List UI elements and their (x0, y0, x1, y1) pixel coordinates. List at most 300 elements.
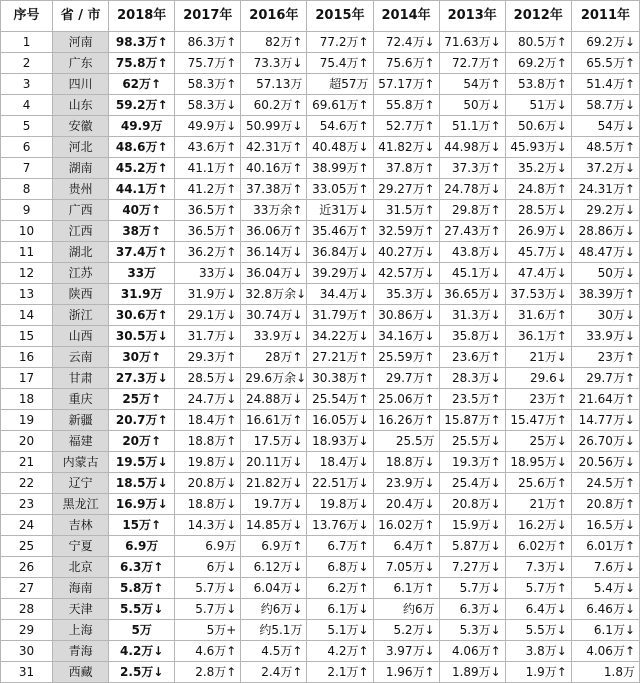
value-2015-cell: 31.79万↑ (307, 305, 373, 326)
value-2013-cell: 45.1万↓ (439, 263, 505, 284)
value-2012-cell: 21万↑ (505, 494, 571, 515)
row-index-cell: 4 (1, 95, 53, 116)
value-2011-cell: 16.5万↓ (571, 515, 639, 536)
value-2016-cell: 约6万↓ (241, 599, 307, 620)
value-2015-cell: 6.1万↓ (307, 599, 373, 620)
table-row (1, 158, 640, 179)
table-row (1, 179, 640, 200)
value-2012-cell: 21万↓ (505, 347, 571, 368)
row-index-cell: 15 (1, 326, 53, 347)
value-2017-cell: 19.8万↓ (175, 452, 241, 473)
value-2016-cell: 36.14万↓ (241, 242, 307, 263)
province-cell: 海南 (53, 578, 109, 599)
row-index-cell: 10 (1, 221, 53, 242)
value-2013-cell: 5.3万↓ (439, 620, 505, 641)
value-2016-cell: 82万↑ (241, 32, 307, 53)
row-index-cell: 17 (1, 368, 53, 389)
value-2011-cell: 23万↑ (571, 347, 639, 368)
value-2018-cell: 5.5万↓ (109, 599, 175, 620)
value-2016-cell: 50.99万↓ (241, 116, 307, 137)
value-2011-cell: 48.5万↑ (571, 137, 639, 158)
table-row (1, 137, 640, 158)
province-cell: 重庆 (53, 389, 109, 410)
value-2013-cell: 28.3万↓ (439, 368, 505, 389)
value-2016-cell: 19.7万↓ (241, 494, 307, 515)
value-2015-cell: 75.4万↑ (307, 53, 373, 74)
value-2016-cell: 73.3万↓ (241, 53, 307, 74)
province-cell: 上海 (53, 620, 109, 641)
value-2016-cell: 30.74万↓ (241, 305, 307, 326)
value-2018-cell: 30万↑ (109, 347, 175, 368)
value-2018-cell: 44.1万↑ (109, 179, 175, 200)
value-2016-cell: 2.4万↑ (241, 662, 307, 683)
value-2015-cell: 16.05万↓ (307, 410, 373, 431)
value-2016-cell: 33.9万↓ (241, 326, 307, 347)
value-2018-cell: 38万↑ (109, 221, 175, 242)
value-2018-cell: 20万↑ (109, 431, 175, 452)
value-2016-cell: 4.5万↑ (241, 641, 307, 662)
value-2017-cell: 33万↓ (175, 263, 241, 284)
value-2014-cell: 6.1万↑ (373, 578, 439, 599)
value-2016-cell: 20.11万↓ (241, 452, 307, 473)
value-2013-cell: 71.63万↓ (439, 32, 505, 53)
value-2012-cell: 1.9万↑ (505, 662, 571, 683)
value-2017-cell: 43.6万↑ (175, 137, 241, 158)
value-2017-cell: 14.3万↓ (175, 515, 241, 536)
value-2016-cell: 42.31万↑ (241, 137, 307, 158)
row-index-cell: 21 (1, 452, 53, 473)
value-2018-cell: 48.6万↑ (109, 137, 175, 158)
row-index-cell: 9 (1, 200, 53, 221)
value-2011-cell: 69.2万↓ (571, 32, 639, 53)
value-2012-cell: 36.1万↑ (505, 326, 571, 347)
row-index-cell: 26 (1, 557, 53, 578)
value-2018-cell: 5万 (109, 620, 175, 641)
value-2016-cell: 6.9万↑ (241, 536, 307, 557)
value-2011-cell: 30万↓ (571, 305, 639, 326)
value-2015-cell: 33.05万↑ (307, 179, 373, 200)
value-2018-cell: 15万↑ (109, 515, 175, 536)
value-2012-cell: 51万↓ (505, 95, 571, 116)
table-row (1, 32, 640, 53)
value-2018-cell: 18.5万↓ (109, 473, 175, 494)
value-2011-cell: 7.6万↓ (571, 557, 639, 578)
value-2013-cell: 37.3万↑ (439, 158, 505, 179)
value-2015-cell: 18.4万↓ (307, 452, 373, 473)
value-2014-cell: 42.57万↓ (373, 263, 439, 284)
value-2018-cell: 30.5万↓ (109, 326, 175, 347)
value-2013-cell: 27.43万↑ (439, 221, 505, 242)
value-2013-cell: 25.5万↓ (439, 431, 505, 452)
value-2017-cell: 58.3万↑ (175, 74, 241, 95)
table-body (1, 32, 640, 683)
value-2013-cell: 6.3万↓ (439, 599, 505, 620)
value-2014-cell: 20.4万↓ (373, 494, 439, 515)
value-2017-cell: 29.1万↓ (175, 305, 241, 326)
value-2015-cell: 34.22万↓ (307, 326, 373, 347)
row-index-cell: 23 (1, 494, 53, 515)
value-2014-cell: 5.2万↓ (373, 620, 439, 641)
value-2015-cell: 40.48万↓ (307, 137, 373, 158)
value-2013-cell: 7.27万↓ (439, 557, 505, 578)
value-2017-cell: 41.1万↑ (175, 158, 241, 179)
province-cell: 山西 (53, 326, 109, 347)
value-2017-cell: 4.6万↑ (175, 641, 241, 662)
table-row (1, 305, 640, 326)
province-cell: 山东 (53, 95, 109, 116)
province-cell: 江西 (53, 221, 109, 242)
province-cell: 北京 (53, 557, 109, 578)
value-2011-cell: 6.46万↓ (571, 599, 639, 620)
value-2015-cell: 6.2万↑ (307, 578, 373, 599)
value-2013-cell: 54万↑ (439, 74, 505, 95)
value-2016-cell: 40.16万↑ (241, 158, 307, 179)
table-row (1, 494, 640, 515)
value-2011-cell: 6.01万↑ (571, 536, 639, 557)
province-cell: 云南 (53, 347, 109, 368)
value-2011-cell: 20.8万↑ (571, 494, 639, 515)
value-2011-cell: 51.4万↑ (571, 74, 639, 95)
value-2016-cell: 约5.1万 (241, 620, 307, 641)
value-2016-cell: 21.82万↓ (241, 473, 307, 494)
value-2017-cell: 6万↓ (175, 557, 241, 578)
value-2015-cell: 25.54万↑ (307, 389, 373, 410)
value-2018-cell: 62万↑ (109, 74, 175, 95)
province-cell: 黑龙江 (53, 494, 109, 515)
row-index-cell: 22 (1, 473, 53, 494)
table-row (1, 452, 640, 473)
value-2018-cell: 2.5万↓ (109, 662, 175, 683)
value-2014-cell: 31.5万↑ (373, 200, 439, 221)
value-2011-cell: 24.31万↑ (571, 179, 639, 200)
table-row (1, 74, 640, 95)
value-2012-cell: 28.5万↓ (505, 200, 571, 221)
value-2013-cell: 25.4万↓ (439, 473, 505, 494)
value-2018-cell: 5.8万↑ (109, 578, 175, 599)
value-2017-cell: 18.8万↑ (175, 431, 241, 452)
header-2017: 2017年 (175, 1, 241, 32)
value-2014-cell: 57.17万↑ (373, 74, 439, 95)
value-2011-cell: 21.64万↑ (571, 389, 639, 410)
row-index-cell: 28 (1, 599, 53, 620)
value-2017-cell: 29.3万↑ (175, 347, 241, 368)
value-2018-cell: 19.5万↓ (109, 452, 175, 473)
value-2014-cell: 55.8万↑ (373, 95, 439, 116)
value-2014-cell: 1.96万↑ (373, 662, 439, 683)
value-2015-cell: 35.46万↑ (307, 221, 373, 242)
value-2013-cell: 15.87万↑ (439, 410, 505, 431)
value-2015-cell: 19.8万↓ (307, 494, 373, 515)
value-2017-cell: 36.2万↑ (175, 242, 241, 263)
value-2017-cell: 58.3万↓ (175, 95, 241, 116)
value-2018-cell: 33万 (109, 263, 175, 284)
value-2011-cell: 6.1万↓ (571, 620, 639, 641)
value-2012-cell: 6.02万↑ (505, 536, 571, 557)
value-2015-cell: 36.84万↓ (307, 242, 373, 263)
value-2012-cell: 31.6万↑ (505, 305, 571, 326)
value-2018-cell: 49.9万 (109, 116, 175, 137)
value-2015-cell: 2.1万↑ (307, 662, 373, 683)
table-row (1, 662, 640, 683)
header-2011: 2011年 (571, 1, 639, 32)
value-2012-cell: 37.53万↓ (505, 284, 571, 305)
row-index-cell: 13 (1, 284, 53, 305)
row-index-cell: 31 (1, 662, 53, 683)
value-2014-cell: 16.26万↑ (373, 410, 439, 431)
value-2015-cell: 30.38万↑ (307, 368, 373, 389)
province-cell: 湖南 (53, 158, 109, 179)
row-index-cell: 19 (1, 410, 53, 431)
value-2017-cell: 5.7万↓ (175, 599, 241, 620)
value-2011-cell: 65.5万↑ (571, 53, 639, 74)
value-2014-cell: 34.16万↓ (373, 326, 439, 347)
value-2016-cell: 14.85万↓ (241, 515, 307, 536)
value-2018-cell: 6.3万↑ (109, 557, 175, 578)
row-index-cell: 3 (1, 74, 53, 95)
value-2014-cell: 52.7万↑ (373, 116, 439, 137)
value-2013-cell: 5.87万↓ (439, 536, 505, 557)
value-2016-cell: 6.12万↓ (241, 557, 307, 578)
value-2012-cell: 80.5万↑ (505, 32, 571, 53)
header-2014: 2014年 (373, 1, 439, 32)
value-2014-cell: 29.7万↑ (373, 368, 439, 389)
value-2013-cell: 24.78万↓ (439, 179, 505, 200)
value-2014-cell: 29.27万↑ (373, 179, 439, 200)
value-2014-cell: 23.9万↓ (373, 473, 439, 494)
value-2017-cell: 20.8万↓ (175, 473, 241, 494)
value-2015-cell: 近31万↓ (307, 200, 373, 221)
value-2017-cell: 2.8万↑ (175, 662, 241, 683)
row-index-cell: 18 (1, 389, 53, 410)
value-2018-cell: 25万↑ (109, 389, 175, 410)
value-2018-cell: 75.8万↑ (109, 53, 175, 74)
province-cell: 江苏 (53, 263, 109, 284)
value-2012-cell: 69.2万↑ (505, 53, 571, 74)
value-2012-cell: 6.4万↓ (505, 599, 571, 620)
value-2013-cell: 19.3万↑ (439, 452, 505, 473)
row-index-cell: 29 (1, 620, 53, 641)
row-index-cell: 1 (1, 32, 53, 53)
value-2013-cell: 23.6万↑ (439, 347, 505, 368)
value-2013-cell: 1.89万↓ (439, 662, 505, 683)
value-2011-cell: 29.2万↓ (571, 200, 639, 221)
row-index-cell: 12 (1, 263, 53, 284)
value-2016-cell: 29.6万余↓ (241, 368, 307, 389)
row-index-cell: 7 (1, 158, 53, 179)
row-index-cell: 14 (1, 305, 53, 326)
value-2014-cell: 75.6万↑ (373, 53, 439, 74)
value-2017-cell: 24.7万↓ (175, 389, 241, 410)
value-2012-cell: 53.8万↑ (505, 74, 571, 95)
value-2014-cell: 16.02万↑ (373, 515, 439, 536)
province-cell: 辽宁 (53, 473, 109, 494)
value-2014-cell: 25.5万 (373, 431, 439, 452)
value-2016-cell: 36.04万↓ (241, 263, 307, 284)
value-2015-cell: 5.1万↓ (307, 620, 373, 641)
value-2016-cell: 16.61万↑ (241, 410, 307, 431)
row-index-cell: 24 (1, 515, 53, 536)
value-2018-cell: 98.3万↑ (109, 32, 175, 53)
value-2018-cell: 4.2万↓ (109, 641, 175, 662)
value-2015-cell: 77.2万↑ (307, 32, 373, 53)
table-row (1, 557, 640, 578)
province-cell: 宁夏 (53, 536, 109, 557)
value-2017-cell: 86.3万↑ (175, 32, 241, 53)
value-2011-cell: 54万↓ (571, 116, 639, 137)
value-2015-cell: 18.93万↓ (307, 431, 373, 452)
province-cell: 浙江 (53, 305, 109, 326)
table-row (1, 116, 640, 137)
row-index-cell: 27 (1, 578, 53, 599)
value-2015-cell: 超57万 (307, 74, 373, 95)
value-2015-cell: 13.76万↓ (307, 515, 373, 536)
table-row (1, 326, 640, 347)
value-2014-cell: 18.8万↓ (373, 452, 439, 473)
value-2018-cell: 31.9万 (109, 284, 175, 305)
value-2016-cell: 6.04万↓ (241, 578, 307, 599)
table-row (1, 200, 640, 221)
province-cell: 新疆 (53, 410, 109, 431)
value-2012-cell: 24.8万↑ (505, 179, 571, 200)
table-row (1, 389, 640, 410)
table-row (1, 578, 640, 599)
table-row (1, 641, 640, 662)
table-row (1, 620, 640, 641)
header-province: 省 / 市 (53, 1, 109, 32)
value-2018-cell: 20.7万↑ (109, 410, 175, 431)
value-2012-cell: 5.7万↑ (505, 578, 571, 599)
value-2012-cell: 25万↓ (505, 431, 571, 452)
value-2013-cell: 29.8万↑ (439, 200, 505, 221)
value-2017-cell: 5万+ (175, 620, 241, 641)
value-2012-cell: 26.9万↓ (505, 221, 571, 242)
value-2014-cell: 40.27万↓ (373, 242, 439, 263)
province-cell: 青海 (53, 641, 109, 662)
row-index-cell: 5 (1, 116, 53, 137)
value-2015-cell: 38.99万↑ (307, 158, 373, 179)
value-2014-cell: 32.59万↑ (373, 221, 439, 242)
value-2018-cell: 45.2万↑ (109, 158, 175, 179)
value-2011-cell: 5.4万↓ (571, 578, 639, 599)
value-2013-cell: 50万↓ (439, 95, 505, 116)
province-cell: 西藏 (53, 662, 109, 683)
value-2012-cell: 35.2万↓ (505, 158, 571, 179)
value-2013-cell: 44.98万↓ (439, 137, 505, 158)
value-2012-cell: 50.6万↓ (505, 116, 571, 137)
table-row (1, 368, 640, 389)
header-index: 序号 (1, 1, 53, 32)
value-2013-cell: 23.5万↑ (439, 389, 505, 410)
table-row (1, 263, 640, 284)
value-2013-cell: 4.06万↑ (439, 641, 505, 662)
value-2013-cell: 31.3万↓ (439, 305, 505, 326)
value-2014-cell: 72.4万↓ (373, 32, 439, 53)
value-2011-cell: 1.8万 (571, 662, 639, 683)
value-2011-cell: 58.7万↓ (571, 95, 639, 116)
table-row (1, 410, 640, 431)
table-row (1, 53, 640, 74)
value-2017-cell: 18.8万↓ (175, 494, 241, 515)
value-2018-cell: 16.9万↓ (109, 494, 175, 515)
row-index-cell: 2 (1, 53, 53, 74)
value-2015-cell: 27.21万↑ (307, 347, 373, 368)
value-2011-cell: 29.7万↑ (571, 368, 639, 389)
value-2015-cell: 6.7万↑ (307, 536, 373, 557)
value-2015-cell: 69.61万↑ (307, 95, 373, 116)
province-cell: 贵州 (53, 179, 109, 200)
value-2017-cell: 36.5万↑ (175, 200, 241, 221)
header-2015: 2015年 (307, 1, 373, 32)
value-2016-cell: 32.8万余↓ (241, 284, 307, 305)
value-2014-cell: 25.59万↑ (373, 347, 439, 368)
value-2015-cell: 6.8万↓ (307, 557, 373, 578)
table-row (1, 347, 640, 368)
value-2011-cell: 48.47万↓ (571, 242, 639, 263)
value-2013-cell: 43.8万↓ (439, 242, 505, 263)
header-2013: 2013年 (439, 1, 505, 32)
value-2012-cell: 45.7万↓ (505, 242, 571, 263)
value-2013-cell: 36.65万↓ (439, 284, 505, 305)
province-cell: 陕西 (53, 284, 109, 305)
value-2016-cell: 57.13万 (241, 74, 307, 95)
value-2011-cell: 24.5万↑ (571, 473, 639, 494)
value-2014-cell: 35.3万↓ (373, 284, 439, 305)
value-2016-cell: 36.06万↑ (241, 221, 307, 242)
table-row (1, 431, 640, 452)
table-row (1, 536, 640, 557)
value-2012-cell: 7.3万↓ (505, 557, 571, 578)
value-2015-cell: 22.51万↓ (307, 473, 373, 494)
value-2018-cell: 6.9万 (109, 536, 175, 557)
province-cell: 甘肃 (53, 368, 109, 389)
value-2012-cell: 15.47万↑ (505, 410, 571, 431)
value-2018-cell: 27.3万↓ (109, 368, 175, 389)
row-index-cell: 16 (1, 347, 53, 368)
value-2018-cell: 59.2万↑ (109, 95, 175, 116)
value-2012-cell: 3.8万↓ (505, 641, 571, 662)
value-2017-cell: 6.9万 (175, 536, 241, 557)
value-2014-cell: 约6万 (373, 599, 439, 620)
province-cell: 河南 (53, 32, 109, 53)
value-2013-cell: 20.8万↓ (439, 494, 505, 515)
value-2015-cell: 54.6万↑ (307, 116, 373, 137)
value-2014-cell: 41.82万↓ (373, 137, 439, 158)
header-2012: 2012年 (505, 1, 571, 32)
value-2016-cell: 28万↑ (241, 347, 307, 368)
value-2014-cell: 7.05万↓ (373, 557, 439, 578)
value-2016-cell: 33万余↑ (241, 200, 307, 221)
value-2017-cell: 41.2万↑ (175, 179, 241, 200)
row-index-cell: 8 (1, 179, 53, 200)
value-2012-cell: 29.6↓ (505, 368, 571, 389)
value-2012-cell: 16.2万↓ (505, 515, 571, 536)
row-index-cell: 25 (1, 536, 53, 557)
value-2011-cell: 14.77万↓ (571, 410, 639, 431)
row-index-cell: 11 (1, 242, 53, 263)
province-cell: 吉林 (53, 515, 109, 536)
table-row (1, 95, 640, 116)
value-2012-cell: 47.4万↓ (505, 263, 571, 284)
value-2018-cell: 30.6万↑ (109, 305, 175, 326)
value-2018-cell: 40万↑ (109, 200, 175, 221)
value-2017-cell: 31.9万↓ (175, 284, 241, 305)
value-2012-cell: 5.5万↓ (505, 620, 571, 641)
value-2015-cell: 4.2万↑ (307, 641, 373, 662)
value-2012-cell: 18.95万↓ (505, 452, 571, 473)
value-2017-cell: 36.5万↑ (175, 221, 241, 242)
table-row (1, 221, 640, 242)
table-row (1, 599, 640, 620)
